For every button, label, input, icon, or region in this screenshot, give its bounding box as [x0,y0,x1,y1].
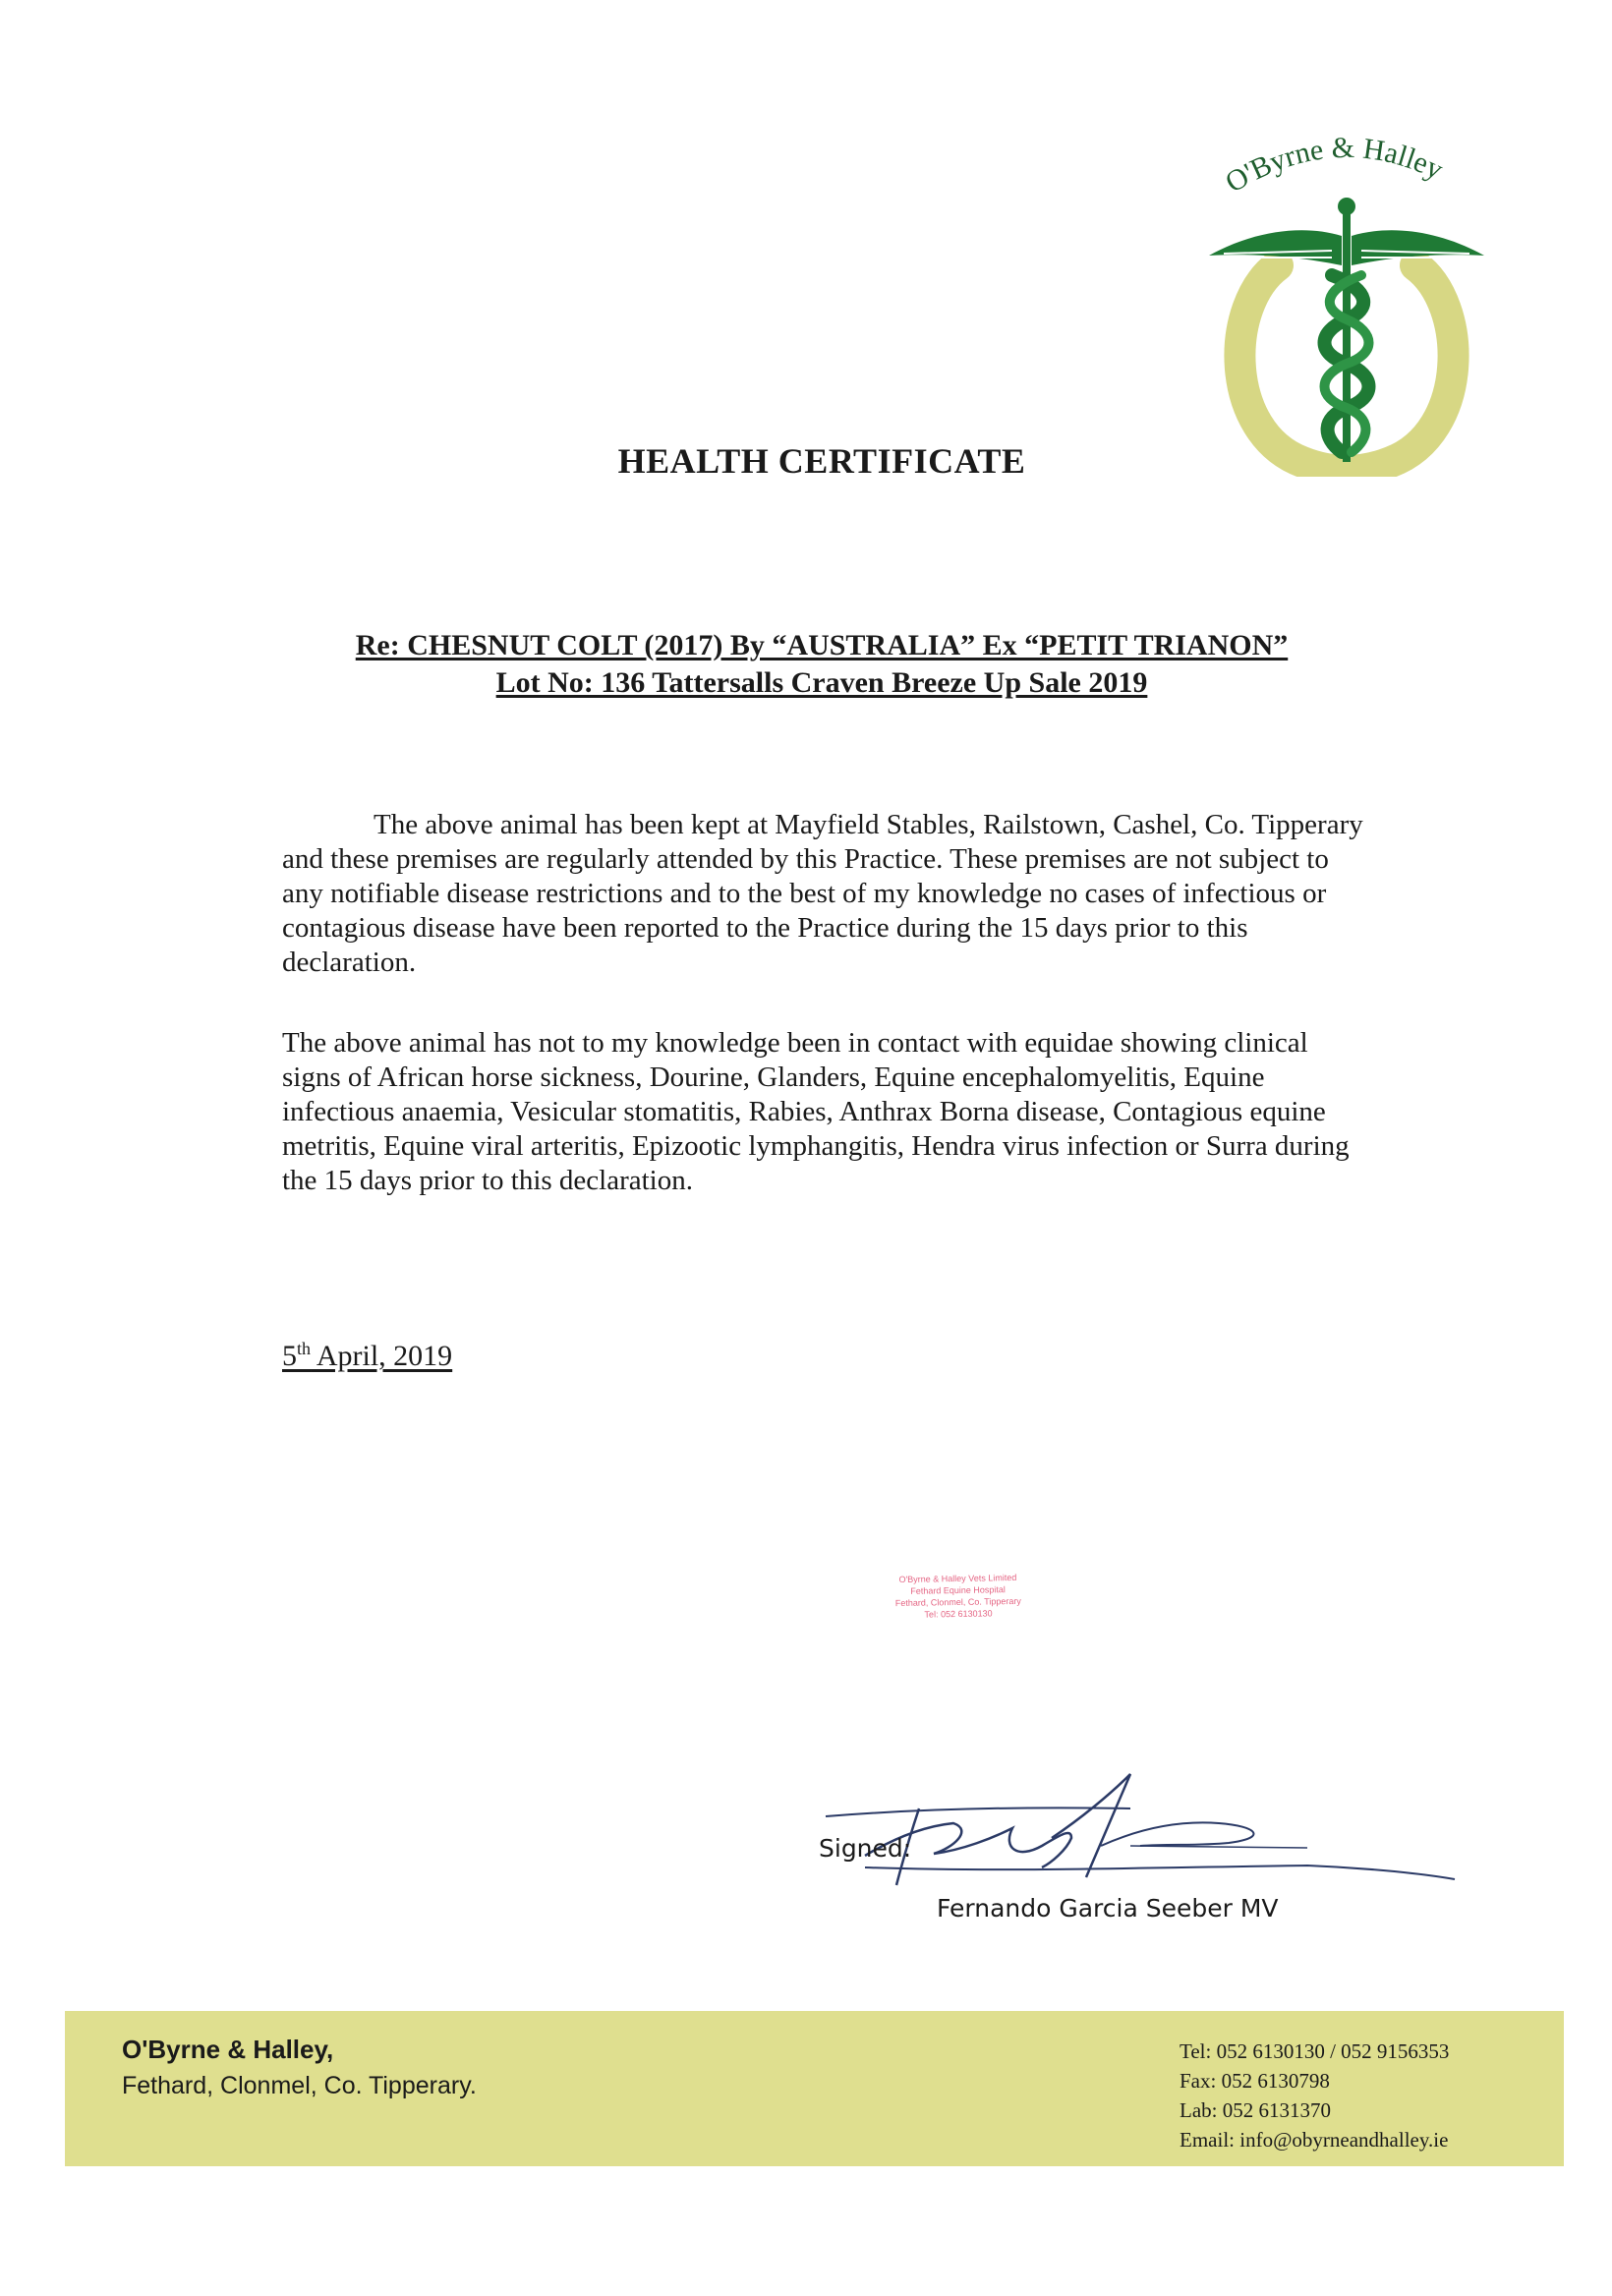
footer-contact [1180,2037,1449,2154]
document-title: HEALTH CERTIFICATE [617,441,1026,481]
footer-email[interactable]: Email: info@obyrneandhalley.ie [1180,2128,1449,2152]
stamp-line: Fethard Equine Hospital [910,1584,1006,1596]
signed-label: Signed: [819,1834,912,1863]
lot-line: Lot No: 136 Tattersalls Craven Breeze Up Sale 2019 [495,666,1148,699]
footer-bar [65,2011,1564,2166]
certificate-date [282,1339,452,1373]
signer-name: Fernando Garcia Seeber MV [937,1894,1279,1923]
date-day: 5 [282,1340,297,1372]
stamp-line: Tel: 052 6130130 [924,1608,993,1620]
company-logo [1184,108,1509,477]
footer-address: Fethard, Clonmel, Co. Tipperary. [122,2072,477,2099]
stamp-line: Fethard, Clonmel, Co. Tipperary [894,1595,1021,1609]
stamp-line: O'Byrne & Halley Vets Limited [898,1572,1017,1585]
footer-fax: Fax: 052 6130798 [1180,2069,1330,2093]
footer-tel: Tel: 052 6130130 / 052 9156353 [1180,2039,1450,2063]
paragraph-diseases: The above animal has not to my knowledge been in contact with equidae showing clinical signs of African horse sickness, Dourine, Glanders, Equine encephalomyelitis, Equine infectious anaemia, Vesicular stomatitis, Rabies, Anthrax Borna disease, Contagious equine metritis, Equine viral arteritis, Epizootic lymphangitis, Hendra virus infection or Surra during the 15 days prior to this declaration. [282,1027,1350,1196]
date-rest: April, 2019 [311,1340,453,1372]
caduceus-horseshoe-icon [1184,108,1509,477]
re-line: Re: CHESNUT COLT (2017) By “AUSTRALIA” Ex “PETIT TRIANON” [355,629,1289,661]
reference-block [0,627,1612,702]
logo-brand-text: O'Byrne & Halley [1220,131,1449,200]
paragraph-premises: The above animal has been kept at Mayfield Stables, Railstown, Cashel, Co. Tipperary and these premises are regularly attended by this Practice. These premises are not subject to any notifiable disease restrictions and to the best of my knowledge no cases of infectious or contagious disease have been reported to the Practice during the 15 days prior to this declaration. [282,809,1363,978]
footer-company: O'Byrne & Halley, [122,2035,334,2064]
practice-stamp [864,1571,1052,1652]
footer-lab: Lab: 052 6131370 [1180,2098,1331,2122]
date-suffix: th [297,1339,312,1358]
